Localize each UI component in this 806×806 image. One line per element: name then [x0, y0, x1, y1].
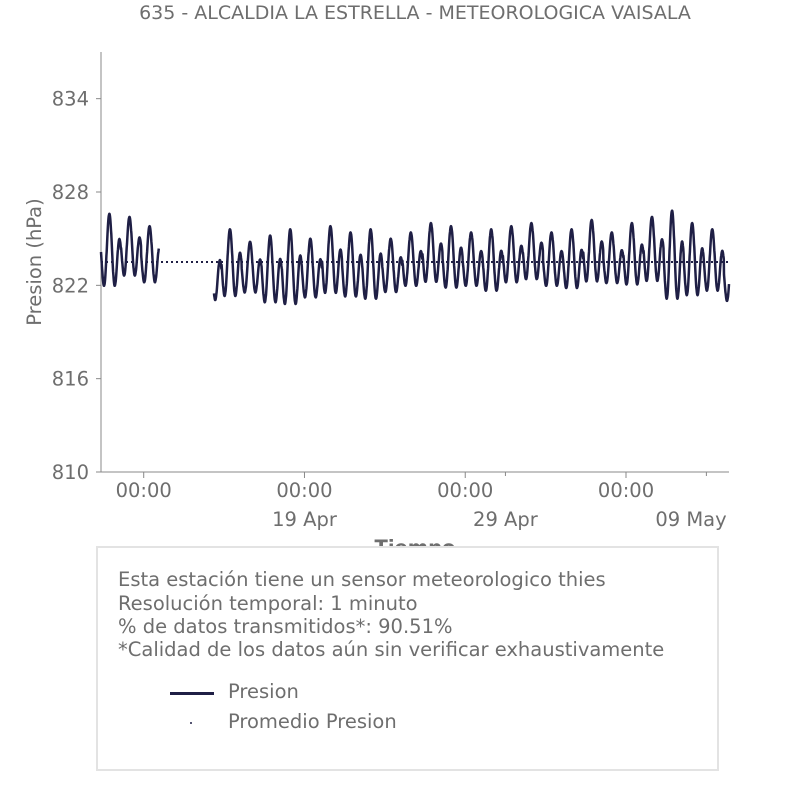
legend-label-promedio: Promedio Presion: [228, 710, 397, 733]
legend-label-presion: Presion: [228, 680, 299, 703]
y-tick-label: 810: [51, 461, 89, 484]
series-presion-segment-0: [101, 214, 159, 286]
x-tick-date-label: 29 Apr: [473, 508, 538, 531]
y-tick-label: 828: [51, 181, 89, 204]
info-line-resolution: Resolución temporal: 1 minuto: [118, 592, 418, 615]
legend-swatch-presion: [170, 692, 214, 695]
y-axis-label: Presion (hPa): [23, 198, 46, 326]
chart-title: 635 - ALCALDIA LA ESTRELLA - METEOROLOGICA VAISALA: [139, 2, 691, 24]
x-tick-label: 00:00: [597, 479, 655, 502]
info-line-sensor: Esta estación tiene un sensor meteorologico thies: [118, 568, 606, 591]
x-tick-label: 00:00: [115, 479, 172, 502]
legend-swatch-promedio: [190, 722, 192, 724]
info-box: [96, 546, 719, 771]
x-tick-date-label: 09 May: [655, 508, 727, 531]
info-line-transmitted: % de datos transmitidos*: 90.51%: [118, 615, 453, 638]
y-tick-label: 822: [51, 274, 89, 298]
info-line-quality: *Calidad de los datos aún sin verificar exhaustivamente: [118, 638, 665, 661]
series-presion-segment-1: [214, 211, 729, 304]
x-tick-label: 00:00: [276, 479, 333, 502]
y-tick-label: 816: [51, 367, 89, 391]
x-tick-label: 00:00: [437, 479, 494, 502]
y-tick-label: 834: [51, 87, 89, 111]
x-tick-date-label: 19 Apr: [272, 508, 337, 531]
